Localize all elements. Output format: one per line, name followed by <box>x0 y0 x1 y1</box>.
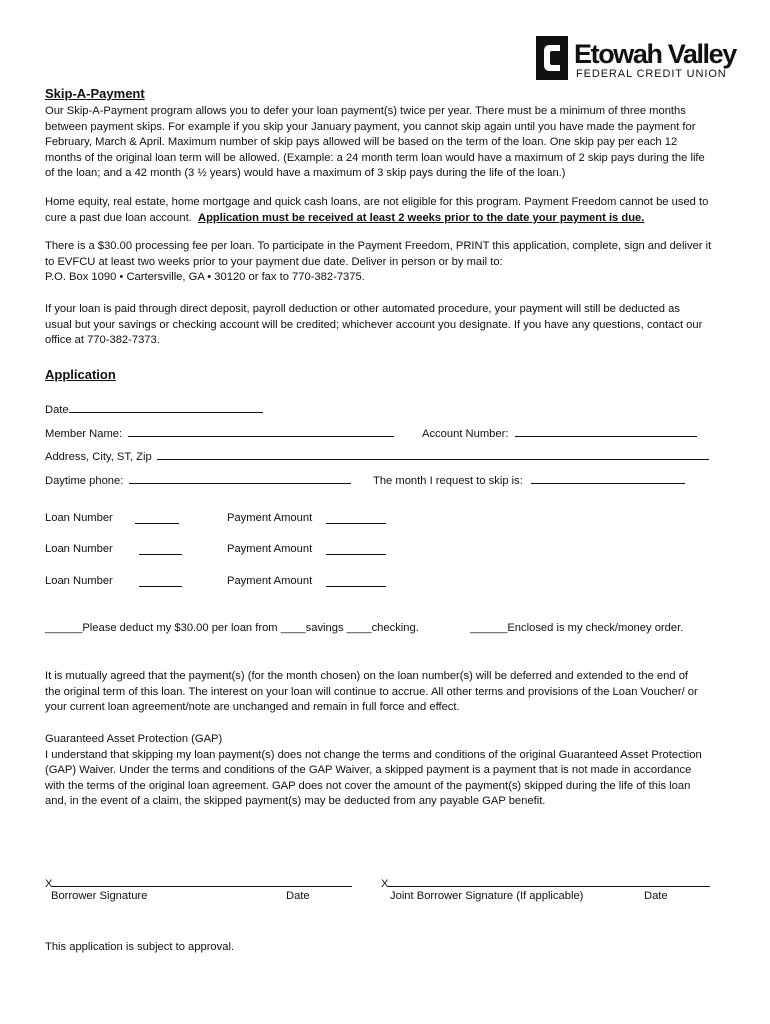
daytime-phone-field[interactable] <box>129 472 351 484</box>
deduct-fee-text: Please deduct my $30.00 per loan from <box>82 622 281 634</box>
phone-row <box>45 472 351 487</box>
text-line: between payment skips. For example if you skip your January payment, you cannot skip again until you have made the payment for <box>45 120 696 133</box>
payment-amount-label-3: Payment Amount <box>227 575 313 587</box>
deadline-notice: Application must be received at least 2 weeks prior to the date your payment is due. <box>198 211 645 224</box>
text-line: It is mutually agreed that the payment(s) (for the month chosen) on the loan number(s) will be deferred and extended to the end of <box>45 670 689 682</box>
date-row <box>45 401 263 416</box>
loan-number-label-1: Loan Number <box>45 512 113 524</box>
deduct-fee-option <box>45 622 419 634</box>
payment-amount-label-1: Payment Amount <box>227 512 313 524</box>
account-number-field[interactable] <box>515 425 697 437</box>
text-line: I understand that skipping my loan payment(s) does not change the terms and conditions of the original Guaranteed Asset Protection <box>45 748 702 761</box>
enclosed-check-blank[interactable]: ______ <box>470 622 508 634</box>
text-line: There is a $30.00 processing fee per loan. To participate in the Payment Freedom, PRINT this application, complete, sign and deliver it <box>45 240 712 252</box>
date-field[interactable] <box>69 401 263 413</box>
member-name-label: Member Name: <box>45 428 123 440</box>
date-label: Date <box>45 404 69 416</box>
joint-signature-line <box>381 875 710 890</box>
logo-subtitle: FEDERAL CREDIT UNION <box>576 68 727 80</box>
address-label: Address, City, ST, Zip <box>45 451 152 463</box>
loan-number-label-3: Loan Number <box>45 575 113 587</box>
text-line: to EVFCU at least two weeks prior to your payment due date. Deliver in person or by mail to: <box>45 255 503 268</box>
text-line: (GAP) Waiver. Under the terms and conditions of the GAP Waiver, a skipped payment is a payment that is not made in accordance <box>45 764 692 777</box>
payment-amount-field-1[interactable] <box>326 512 386 524</box>
savings-blank[interactable]: ____ <box>280 622 306 634</box>
member-name-field[interactable] <box>128 425 394 437</box>
logo-name: Etowah Valley <box>574 39 736 69</box>
enclosed-check-option <box>470 622 683 634</box>
skip-month-field[interactable] <box>531 472 685 484</box>
intro-paragraph <box>45 104 745 182</box>
payment-amount-label-2: Payment Amount <box>227 543 313 555</box>
gap-paragraph <box>45 732 745 810</box>
deduct-fee-blank[interactable]: ______ <box>45 622 83 634</box>
fee-paragraph <box>45 239 745 286</box>
direct-deposit-paragraph <box>45 302 745 349</box>
text-line: months of the original loan term will be allowed. (Example: a 24 month term loan would have a maximum of 2 skip pays during the life <box>45 151 705 164</box>
checking-label: checking. <box>371 622 419 634</box>
member-name-row <box>45 425 394 440</box>
borrower-date-label: Date <box>286 890 310 902</box>
text-line: the original term of this loan. The interest on your loan will continue to accrue. All other terms and provisions of the Loan Voucher/ or <box>45 685 698 698</box>
text-line: If your loan is paid through direct deposit, payroll deduction or other automated procedure, your payment will still be deducted as <box>45 303 680 315</box>
savings-label: savings <box>305 622 347 634</box>
credit-union-logo-icon <box>536 36 568 80</box>
joint-signature-label: Joint Borrower Signature (If applicable) <box>390 890 584 902</box>
gap-title: Guaranteed Asset Protection (GAP) <box>45 733 223 745</box>
text-line: your current loan agreement/note are unchanged and remain in full force and effect. <box>45 701 460 714</box>
account-number-row <box>422 425 697 440</box>
page-title: Skip-A-Payment <box>45 86 145 101</box>
account-number-label: Account Number: <box>422 428 509 440</box>
payment-amount-field-2[interactable] <box>326 543 386 555</box>
application-title: Application <box>45 367 116 382</box>
daytime-phone-label: Daytime phone: <box>45 475 124 487</box>
address-row <box>45 448 709 463</box>
text-line: with the terms of the original loan agreement. GAP does not cover the amount of the payment(s) skipped during the life of this loan <box>45 779 691 792</box>
loan-number-field-1[interactable] <box>135 512 179 524</box>
address-field[interactable] <box>157 448 709 460</box>
payment-amount-field-3[interactable] <box>326 575 386 587</box>
loan-number-field-2[interactable] <box>139 543 182 555</box>
borrower-signature-field[interactable] <box>52 875 352 887</box>
borrower-signature-line <box>45 875 352 890</box>
text-line: February, March & April. Maximum number of skip pays allowed will be based on the term of the loan. One skip pay per each 12 <box>45 136 678 149</box>
text-segment: cure a past due loan account. <box>45 211 198 224</box>
joint-signature-field[interactable] <box>388 875 710 887</box>
text-line: and, in the event of a claim, the skipped payment(s) may be deducted from any payable GAP benefit. <box>45 795 546 808</box>
agreement-paragraph <box>45 669 745 716</box>
approval-notice: This application is subject to approval. <box>45 941 235 953</box>
loan-number-field-3[interactable] <box>139 575 182 587</box>
skip-month-row <box>373 472 685 487</box>
text-line: usual but your savings or checking account will be credited; whichever account you designate. If you have any questions, contact our <box>45 318 703 331</box>
text-line: P.O. Box 1090 • Cartersville, GA • 30120 or fax to 770-382-7375. <box>45 271 365 284</box>
signature-mark: X <box>381 878 389 890</box>
text-line <box>45 211 745 227</box>
joint-date-label: Date <box>644 890 668 902</box>
skip-month-label: The month I request to skip is: <box>373 475 523 487</box>
enclosed-check-label: Enclosed is my check/money order. <box>507 622 684 634</box>
eligibility-paragraph <box>45 195 745 226</box>
text-line: Our Skip-A-Payment program allows you to defer your loan payment(s) twice per year. There must be a minimum of three months <box>45 105 686 117</box>
loan-number-label-2: Loan Number <box>45 543 113 555</box>
signature-mark: X <box>45 878 53 890</box>
borrower-signature-label: Borrower Signature <box>51 890 148 902</box>
text-line: Home equity, real estate, home mortgage and quick cash loans, are not eligible for this program. Payment Freedom cannot be used to <box>45 196 709 208</box>
text-line: of the loan; and a 42 month (3 ½ years) would have a maximum of 3 skip pays during the life of the loan.) <box>45 167 566 180</box>
text-line: office at 770-382-7373. <box>45 334 160 347</box>
checking-blank[interactable]: ____ <box>346 622 372 634</box>
